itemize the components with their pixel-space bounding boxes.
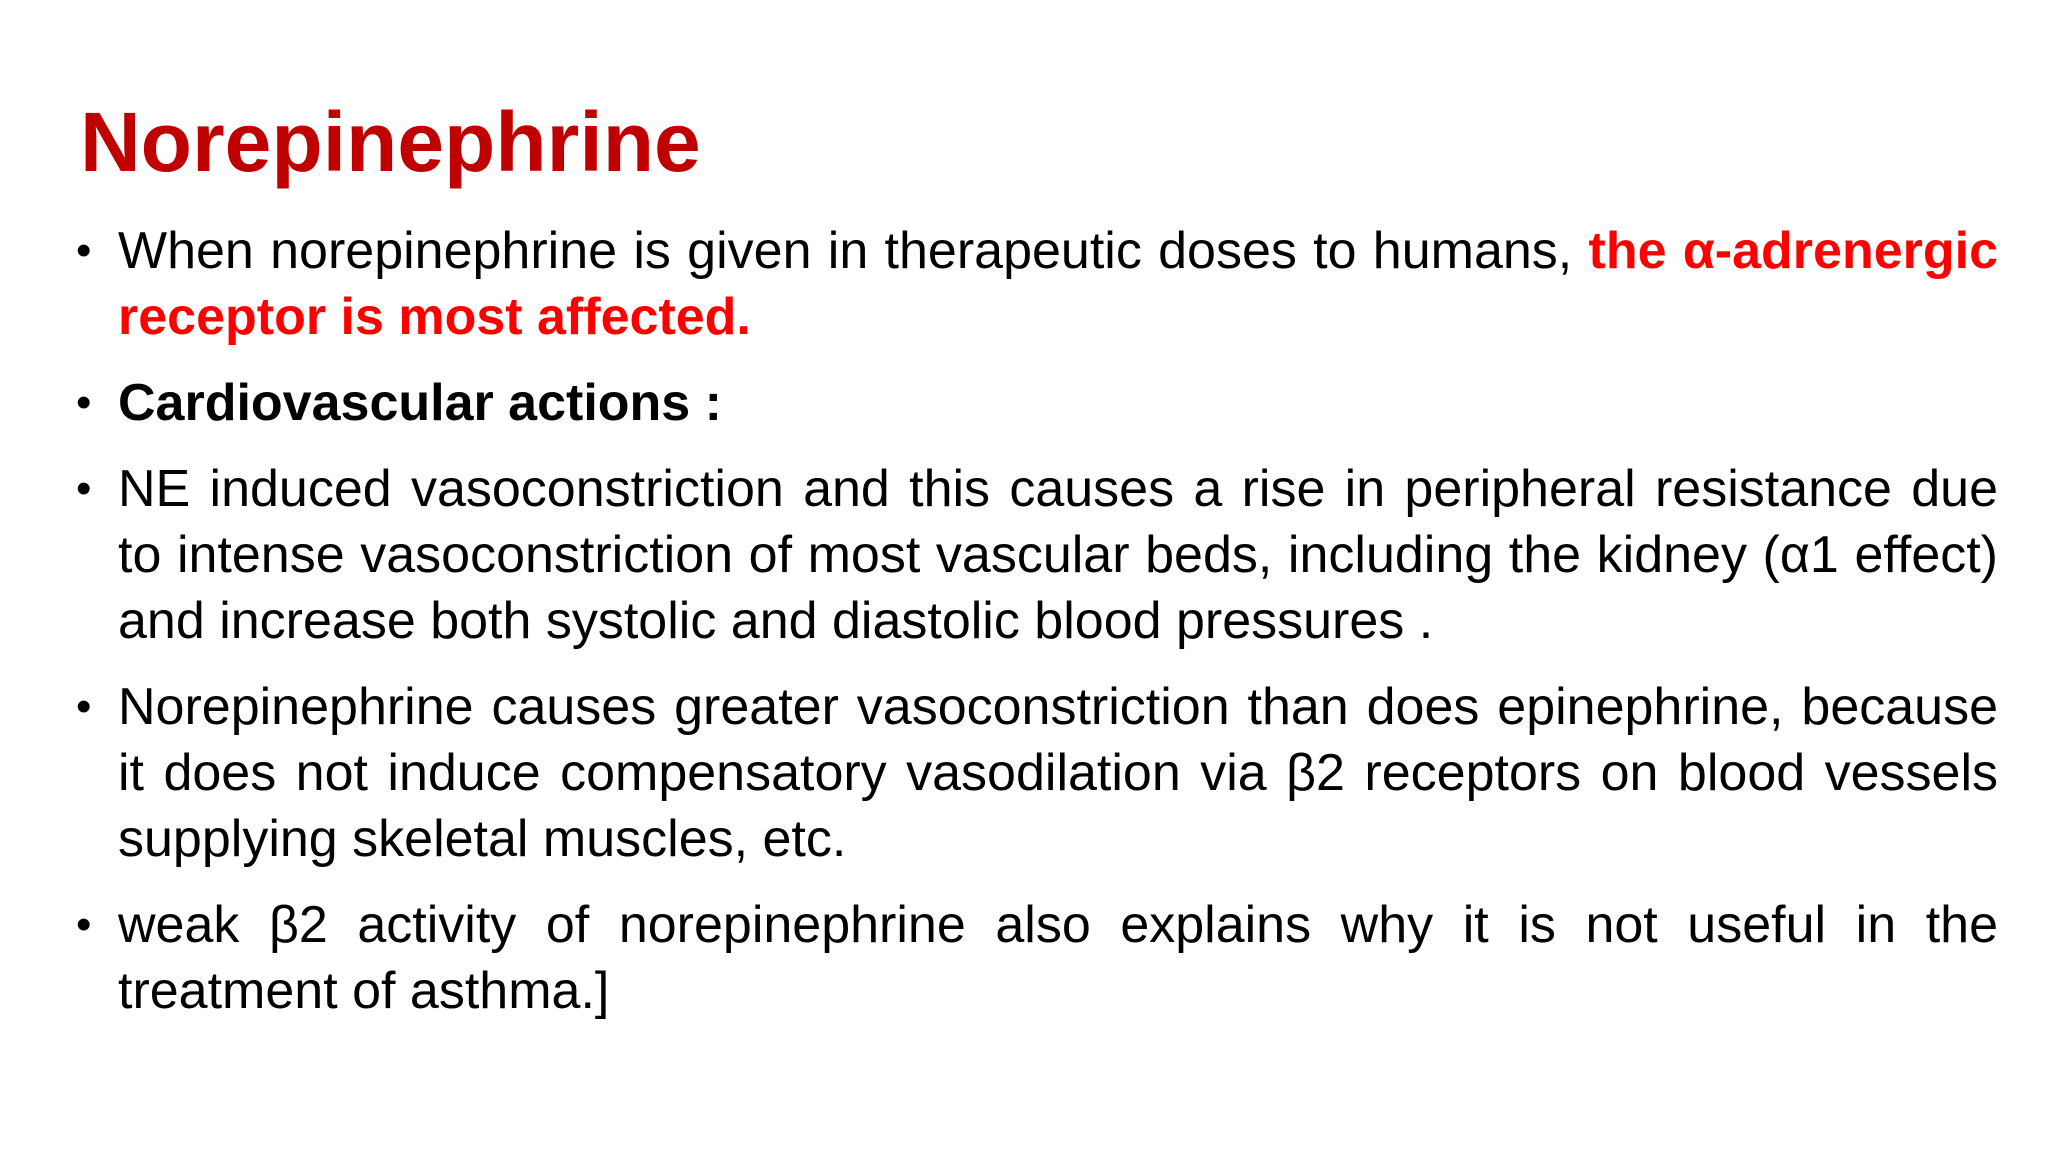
slide-title: Norepinephrine (80, 95, 701, 189)
bullet-text: When norepinephrine is given in therapeutic doses to humans, (118, 222, 1589, 280)
bullet-marker: • (76, 682, 92, 731)
bullet-highlight-text: the α-adrenergic receptor is most affected. (118, 222, 1999, 346)
bullet-item-alpha-receptor (76, 218, 1999, 350)
bullet-marker: • (76, 464, 92, 513)
bullet-text: Norepinephrine causes greater vasoconstriction than does epinephrine, because it does not induce compensatory vasodilation via β2 receptors on blood vessels supplying skeletal muscles, etc. (118, 678, 1998, 868)
bullet-item-asthma (76, 892, 1998, 1024)
bullet-marker: • (76, 226, 92, 275)
bullet-item-vasoconstriction (76, 456, 1998, 654)
bullet-marker: • (76, 378, 92, 427)
bullet-heading-text: Cardiovascular actions : (118, 374, 722, 432)
bullet-marker: • (76, 900, 92, 949)
bullet-list (76, 218, 1999, 1044)
bullet-text: weak β2 activity of norepinephrine also explains why it is not useful in the treatment of asthma.] (118, 896, 1998, 1020)
bullet-text: NE induced vasoconstriction and this causes a rise in peripheral resistance due to intense vasoconstriction of most vascular beds, including the kidney (α1 effect) and increase both systolic and diastolic blood pressures . (118, 460, 1998, 650)
bullet-item-cardiovascular-heading (76, 370, 1998, 436)
bullet-item-greater-vasoconstriction (76, 674, 1998, 872)
